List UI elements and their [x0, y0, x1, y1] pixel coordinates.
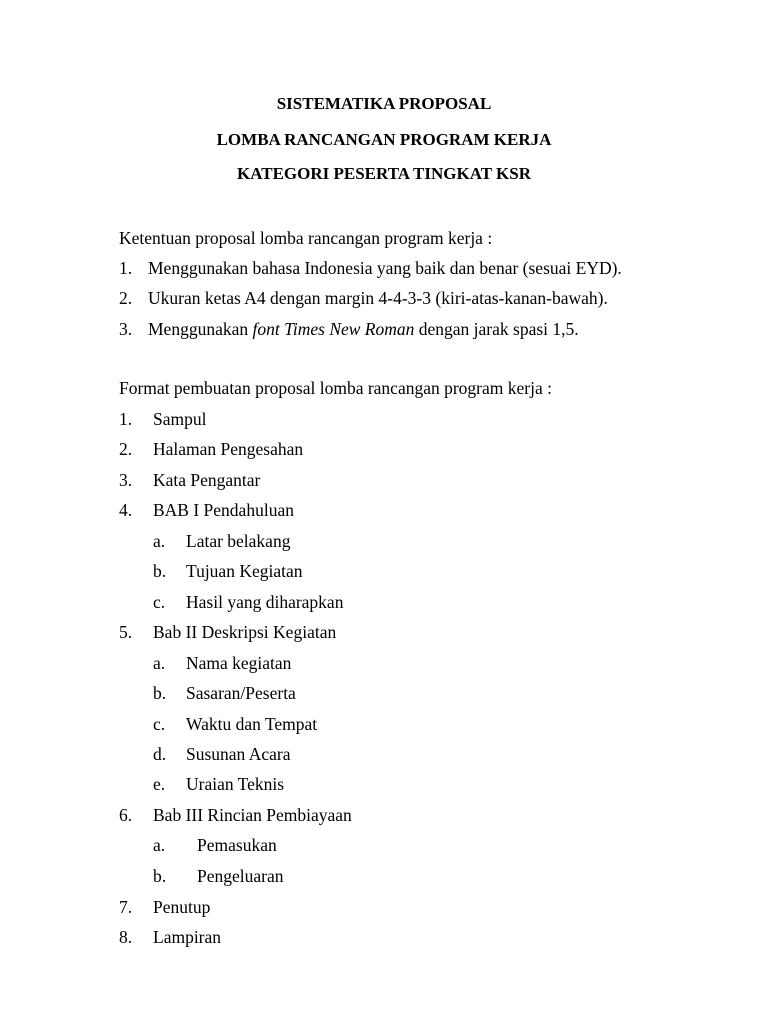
list-number: 4.: [119, 500, 133, 520]
list-text: Lampiran: [153, 927, 222, 947]
list-text: Halaman Pengesahan: [153, 439, 304, 459]
sub-list-text: Uraian Teknis: [186, 774, 285, 794]
sub-list-text: Pengeluaran: [197, 866, 284, 886]
list-text: Bab III Rincian Pembiayaan: [153, 805, 352, 825]
sub-list-text: Susunan Acara: [186, 744, 291, 764]
format-intro: Format pembuatan proposal lomba rancangan program kerja :: [119, 378, 552, 398]
sub-list-letter: b.: [153, 683, 167, 703]
sub-list-letter: c.: [153, 714, 166, 734]
list-text: Bab II Deskripsi Kegiatan: [153, 622, 337, 642]
sub-list-text: Latar belakang: [186, 531, 291, 551]
sub-list-text: Pemasukan: [197, 835, 277, 855]
rules-intro: Ketentuan proposal lomba rancangan program kerja :: [119, 228, 493, 248]
list-number: 8.: [119, 927, 133, 947]
list-number: 5.: [119, 622, 133, 642]
sub-list-text: Hasil yang diharapkan: [186, 592, 344, 612]
rule-text: Menggunakan bahasa Indonesia yang baik dan benar (sesuai EYD).: [148, 258, 622, 278]
document-title: SISTEMATIKA PROPOSAL: [276, 94, 492, 113]
sub-list-letter: a.: [153, 835, 166, 855]
italic-font-name: font Times New Roman: [252, 319, 415, 339]
sub-list-text: Waktu dan Tempat: [186, 714, 318, 734]
sub-list-text: Sasaran/Peserta: [186, 683, 296, 703]
list-text: Kata Pengantar: [153, 470, 261, 490]
list-text: Sampul: [153, 409, 207, 429]
sub-list-letter: b.: [153, 561, 167, 581]
sub-list-text: Nama kegiatan: [186, 653, 292, 673]
sub-list-letter: d.: [153, 744, 167, 764]
list-number: 7.: [119, 897, 133, 917]
list-number: 3.: [119, 470, 133, 490]
rule-text: Menggunakan font Times New Roman dengan jarak spasi 1,5.: [148, 319, 579, 339]
sub-list-letter: b.: [153, 866, 167, 886]
sub-list-letter: e.: [153, 774, 166, 794]
sub-list-text: Tujuan Kegiatan: [186, 561, 303, 581]
list-number: 6.: [119, 805, 133, 825]
list-text: Penutup: [153, 897, 211, 917]
rule-text: Ukuran ketas A4 dengan margin 4-4-3-3 (kiri-atas-kanan-bawah).: [148, 288, 608, 308]
sub-list-letter: c.: [153, 592, 166, 612]
sub-list-letter: a.: [153, 653, 166, 673]
list-number: 1.: [119, 409, 133, 429]
rule-number: 3.: [119, 319, 133, 339]
document-subtitle: LOMBA RANCANGAN PROGRAM KERJA: [216, 130, 552, 149]
document-category: KATEGORI PESERTA TINGKAT KSR: [237, 164, 531, 183]
rule-number: 2.: [119, 288, 133, 308]
list-text: BAB I Pendahuluan: [153, 500, 294, 520]
sub-list-letter: a.: [153, 531, 166, 551]
list-number: 2.: [119, 439, 133, 459]
rule-number: 1.: [119, 258, 133, 278]
